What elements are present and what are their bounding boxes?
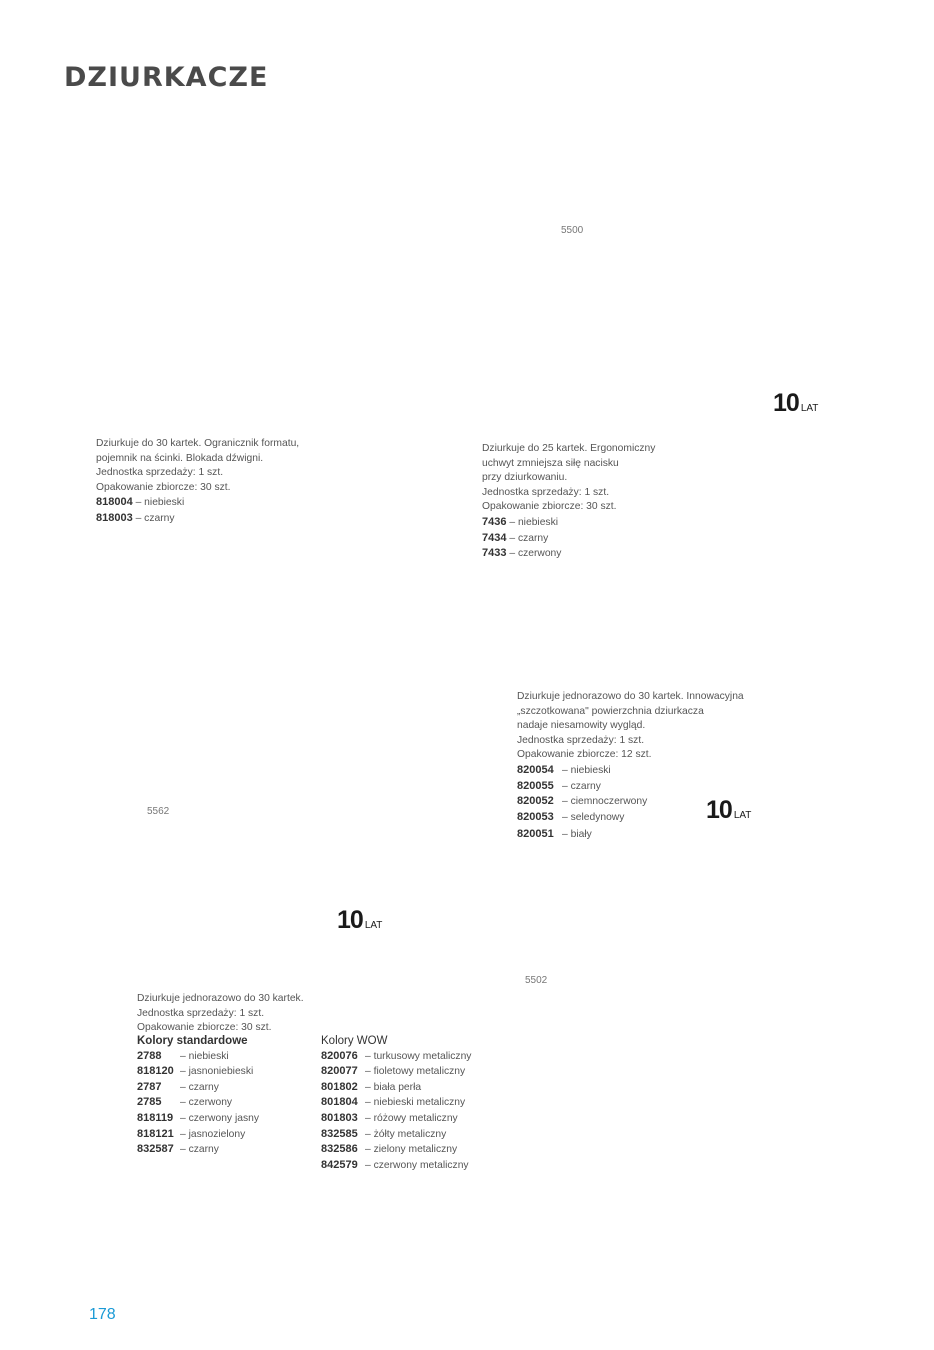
product-code: 7434 [482,531,507,544]
list-item [321,1095,471,1111]
list-item [517,763,744,779]
product-code: 832586 [321,1143,358,1156]
color-name: – jasnozielony [180,1128,246,1140]
product-code: 820076 [321,1049,358,1062]
warranty-unit: LAT [733,810,752,821]
color-name: – żółty metaliczny [365,1128,447,1140]
warranty-unit: LAT [800,403,819,414]
desc-line: Opakowanie zbiorcze: 30 szt. [482,501,617,513]
list-item [137,1095,259,1111]
product-code: 818119 [137,1111,174,1124]
model-label-5500: 5500 [561,225,584,236]
desc-line: nadaje niesamowity wygląd. [517,720,646,732]
model-label-5562: 5562 [147,806,170,817]
color-name: – czarny [135,512,175,524]
product-code: 801803 [321,1111,358,1124]
standard-colors-heading: Kolory standardowe [137,1035,248,1047]
product-code: 2785 [137,1096,162,1109]
color-name: – czerwony [509,548,562,560]
standard-colors-list [137,1034,259,1158]
wow-colors-heading: Kolory WOW [321,1035,388,1047]
list-item [321,1111,471,1127]
color-name: – jasnoniebieski [180,1066,254,1078]
list-item [482,515,655,531]
list-item [321,1127,471,1143]
warranty-number: 10 [706,796,732,824]
product-code: 7433 [482,547,507,560]
list-item [137,1049,259,1065]
desc-line: Opakowanie zbiorcze: 30 szt. [137,1022,272,1034]
warranty-badge [773,389,818,418]
list-item [96,511,299,527]
product-code: 820077 [321,1065,358,1078]
list-item [96,495,299,511]
desc-line: pojemnik na ścinki. Blokada dźwigni. [96,452,264,464]
product-code: 818004 [96,496,133,509]
desc-line: Opakowanie zbiorcze: 12 szt. [517,749,652,761]
list-item [517,827,744,843]
list-item [321,1158,471,1174]
desc-line: Jednostka sprzedaży: 1 szt. [517,734,645,746]
color-name: – niebieski [180,1050,229,1062]
product-code: 818003 [96,511,133,524]
product-code: 7436 [482,515,507,528]
product-code: 801804 [321,1096,358,1109]
color-name: – ciemnoczerwony [562,796,648,808]
warranty-unit: LAT [364,920,383,931]
color-name: – niebieski [135,497,185,509]
product-code: 801802 [321,1080,358,1093]
color-name: – czarny [562,780,601,792]
product-code: 2787 [137,1080,162,1093]
color-name: – zielony metaliczny [365,1144,458,1156]
desc-line: uchwyt zmniejsza siłę nacisku [482,457,619,469]
desc-line: Dziurkuje jednorazowo do 30 kartek. [137,993,304,1004]
product-code: 842579 [321,1158,358,1171]
warranty-badge [337,906,382,935]
desc-line: Dziurkuje jednorazowo do 30 kartek. Innowacyjna [517,691,744,702]
color-name: – biały [562,829,592,841]
color-name: – różowy metaliczny [365,1112,458,1124]
product-code: 820051 [517,828,554,841]
list-item [137,1080,259,1096]
color-name: – niebieski [562,764,611,776]
color-name: – czerwony metaliczny [365,1159,469,1171]
list-item [321,1064,471,1080]
color-name: – niebieski [509,516,559,528]
color-name: – biała perła [365,1081,422,1093]
product-code: 2788 [137,1049,162,1062]
product-code: 820052 [517,795,554,808]
color-name: – czerwony [180,1097,233,1109]
list-item [482,546,655,562]
product-description-7436 [482,442,655,562]
color-name: – czarny [180,1144,219,1156]
product-code: 832587 [137,1143,174,1156]
model-label-5502: 5502 [525,975,548,986]
desc-line: Dziurkuje do 25 kartek. Ergonomiczny [482,443,656,454]
list-item [517,794,744,810]
desc-line: Jednostka sprzedaży: 1 szt. [137,1007,265,1019]
product-code: 820054 [517,763,554,776]
product-description-2788 [137,992,304,1036]
product-code: 832585 [321,1127,358,1140]
product-description-820054 [517,690,744,843]
desc-line: Dziurkuje do 30 kartek. Ogranicznik formatu, [96,438,300,449]
list-item [321,1142,471,1158]
wow-colors-list [321,1034,471,1173]
product-code: 818121 [137,1127,174,1140]
warranty-number: 10 [337,906,363,934]
product-code: 820055 [517,779,554,792]
list-item [321,1049,471,1065]
list-item [321,1080,471,1096]
list-item [137,1127,259,1143]
color-name: – czarny [509,532,549,544]
list-item [517,779,744,795]
page-title: DZIURKACZE [64,62,269,93]
list-item [137,1064,259,1080]
color-name: – turkusowy metaliczny [365,1050,472,1062]
desc-line: Opakowanie zbiorcze: 30 szt. [96,481,231,493]
color-name: – czarny [180,1081,219,1093]
color-name: – niebieski metaliczny [365,1097,466,1109]
list-item [137,1142,259,1158]
page-number: 178 [89,1306,116,1323]
product-description-818004 [96,437,299,527]
color-name: – seledynowy [562,811,625,823]
color-name: – czerwony jasny [180,1112,259,1124]
desc-line: przy dziurkowaniu. [482,472,568,484]
warranty-number: 10 [773,389,799,417]
list-item [137,1111,259,1127]
product-code: 818120 [137,1065,174,1078]
product-code: 820053 [517,810,554,823]
color-name: – fioletowy metaliczny [365,1066,466,1078]
desc-line: Jednostka sprzedaży: 1 szt. [482,486,610,498]
desc-line: „szczotkowana" powierzchnia dziurkacza [517,705,704,717]
list-item [482,531,655,547]
list-item [517,810,744,826]
desc-line: Jednostka sprzedaży: 1 szt. [96,467,224,479]
